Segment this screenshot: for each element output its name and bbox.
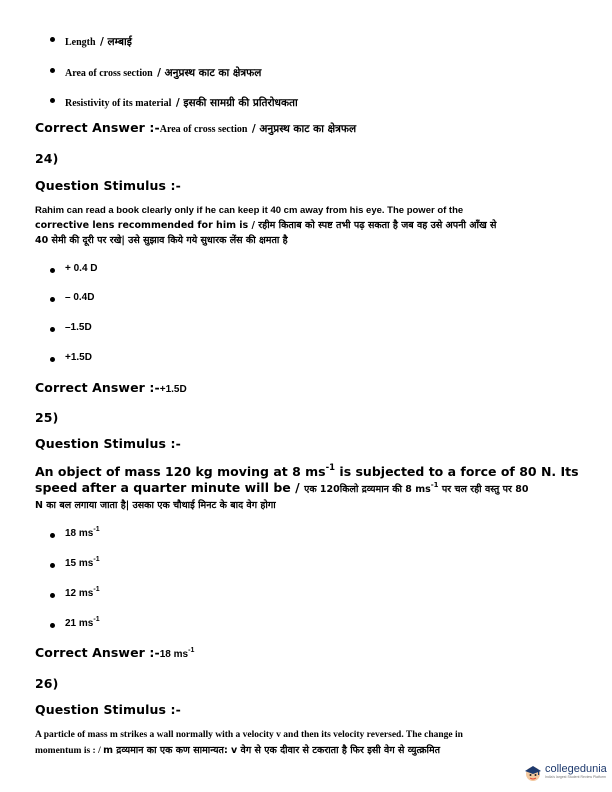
q25-question-text bbox=[35, 464, 580, 514]
option-value: 21 ms bbox=[65, 618, 94, 629]
option-text-hi: / लम्बाई bbox=[100, 36, 132, 48]
question-number: 25) bbox=[35, 410, 59, 425]
q25-option-3 bbox=[65, 588, 100, 599]
option-value: 12 ms bbox=[65, 588, 94, 599]
superscript: -1 bbox=[93, 586, 100, 593]
bullet-icon bbox=[50, 37, 55, 42]
correct-answer-value: +1.5D bbox=[159, 384, 187, 395]
bullet-icon bbox=[50, 98, 55, 103]
text-segment: speed after a quarter minute will be / bbox=[35, 480, 305, 495]
superscript: -1 bbox=[93, 616, 100, 623]
question-stimulus-label: Question Stimulus :- bbox=[35, 436, 181, 451]
superscript: -1 bbox=[93, 526, 100, 533]
question-line bbox=[35, 480, 580, 498]
option-text-hi: / अनुप्रस्थ काट का क्षेत्रफल bbox=[157, 67, 262, 79]
collegedunia-logo bbox=[523, 762, 612, 784]
q24-option-3: –1.5D bbox=[65, 322, 92, 333]
question-line: Rahim can read a book clearly only if he can keep it 40 cm away from his eye. The power of the bbox=[35, 205, 464, 216]
q23-option-2 bbox=[65, 63, 261, 81]
q24-correct-answer bbox=[35, 379, 187, 397]
superscript: -1 bbox=[430, 481, 439, 489]
question-number: 26) bbox=[35, 676, 59, 691]
question-stimulus-label: Question Stimulus :- bbox=[35, 702, 181, 717]
q25-option-1 bbox=[65, 528, 100, 539]
correct-answer-label: Correct Answer :- bbox=[35, 120, 160, 135]
question-line: corrective lens recommended for him is / रहीम किताब को स्पष्ट तभी पढ़ सकता है जब वह उसे अपनी आँख से bbox=[35, 220, 497, 231]
q25-option-4 bbox=[65, 618, 100, 629]
bullet-icon bbox=[50, 268, 55, 273]
correct-answer-value: Area of cross section bbox=[159, 124, 248, 135]
q23-option-1 bbox=[65, 32, 132, 50]
option-text-en: Resistivity of its material bbox=[65, 98, 172, 109]
q24-option-1: + 0.4 D bbox=[65, 263, 98, 274]
superscript: -1 bbox=[325, 463, 336, 473]
bullet-icon bbox=[50, 327, 55, 332]
question-line bbox=[35, 464, 580, 480]
q24-option-2: – 0.4D bbox=[65, 292, 95, 303]
correct-answer-label: Correct Answer :- bbox=[35, 645, 160, 660]
bullet-icon bbox=[50, 623, 55, 628]
correct-answer-value: 18 ms bbox=[159, 649, 189, 660]
option-value: 15 ms bbox=[65, 558, 94, 569]
text-segment: momentum is : / bbox=[35, 746, 104, 756]
q24-question-text bbox=[35, 203, 575, 248]
q25-option-2 bbox=[65, 558, 100, 569]
question-line: N का बल लगाया जाता है| उसका एक चौथाई मिनट के बाद वेग होगा bbox=[35, 500, 276, 511]
logo-mascot-icon bbox=[523, 763, 543, 783]
question-number: 24) bbox=[35, 151, 59, 166]
correct-answer-label: Correct Answer :- bbox=[35, 380, 160, 395]
bullet-icon bbox=[50, 533, 55, 538]
bullet-icon bbox=[50, 563, 55, 568]
q23-correct-answer bbox=[35, 119, 356, 137]
superscript: -1 bbox=[93, 556, 100, 563]
text-segment: An object of mass 120 kg moving at 8 ms bbox=[35, 464, 326, 479]
bullet-icon bbox=[50, 68, 55, 73]
q23-option-3 bbox=[65, 93, 298, 111]
question-line: 40 सेमी की दूरी पर रखे| उसे सुझाव किये गये सुधारक लेंस की क्षमता है bbox=[35, 235, 288, 246]
text-segment: is subjected to a force of 80 N. Its bbox=[335, 464, 579, 479]
option-text-hi: / इसकी सामग्री की प्रतिरोधकता bbox=[175, 97, 298, 109]
option-value: 18 ms bbox=[65, 528, 94, 539]
bullet-icon bbox=[50, 593, 55, 598]
text-segment: पर चल रही वस्तु पर 80 bbox=[438, 484, 529, 495]
q24-option-4: +1.5D bbox=[65, 352, 92, 363]
question-line: A particle of mass m strikes a wall normally with a velocity v and then its velocity reversed. The change in bbox=[35, 730, 463, 740]
option-text-en: Area of cross section bbox=[65, 68, 153, 79]
logo-wordmark: collegedunia bbox=[545, 763, 607, 775]
option-text-en: Length bbox=[65, 37, 96, 48]
superscript: -1 bbox=[188, 647, 195, 654]
text-segment: m द्रव्यमान का एक कण सामान्यत: v वेग से एक दीवार से टकराता है फिर इसी वेग से व्युत्क्रमित bbox=[103, 745, 441, 756]
bullet-icon bbox=[50, 357, 55, 362]
logo-tagline: India's largest Student Review Platform bbox=[545, 775, 606, 779]
correct-answer-value-hi: / अनुप्रस्थ काट का क्षेत्रफल bbox=[251, 123, 357, 135]
bullet-icon bbox=[50, 297, 55, 302]
q25-correct-answer bbox=[35, 644, 194, 662]
question-stimulus-label: Question Stimulus :- bbox=[35, 178, 181, 193]
question-line bbox=[35, 742, 580, 758]
q26-question-text bbox=[35, 728, 580, 758]
text-segment: एक 120किलो द्रव्यमान की 8 ms bbox=[304, 484, 431, 495]
